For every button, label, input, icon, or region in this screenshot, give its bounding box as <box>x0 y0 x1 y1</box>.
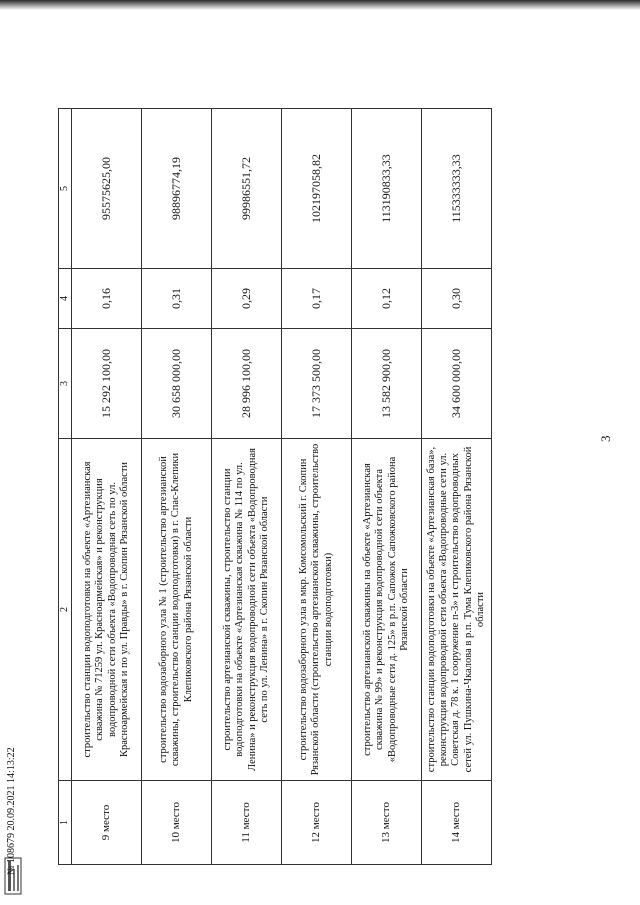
value-cell: 115333333,33 <box>422 109 492 269</box>
coef-cell: 0,16 <box>72 269 142 329</box>
cost-cell: 34 600 000,00 <box>422 329 492 439</box>
description-cell: строительство водозаборного узла № 1 (строительство артезианской скважины, строительство станции водоподготовки) в г. Спас-Клепики Клепиковского района Рязанской области <box>142 439 212 781</box>
place-cell: 11 место <box>212 781 282 865</box>
place-cell: 9 место <box>72 781 142 865</box>
column-header: 3 <box>59 329 72 439</box>
value-cell: 113190833,33 <box>352 109 422 269</box>
column-header: 1 <box>59 781 72 865</box>
cost-cell: 30 658 000,00 <box>142 329 212 439</box>
table-header-row <box>59 109 72 865</box>
place-cell: 14 место <box>422 781 492 865</box>
coef-cell: 0,30 <box>422 269 492 329</box>
coef-cell: 0,29 <box>212 269 282 329</box>
cost-cell: 28 996 100,00 <box>212 329 282 439</box>
description-cell: строительство артезианской скважины на объекте «Артезианская скважина № 99» и реконструкция водопроводной сети объекта «Водопроводные сети д. 125» в р.п. Сапожок Сапожковского района Рязанской области <box>352 439 422 781</box>
description-cell: строительство станции водоподготовки на объекте «Артезианская база», реконструкция водопроводной сети объекта «Водопроводные сети ул. Советская д. 78 к. 1 сооружение п-3» и строительство водопроводных сетей ул. Пушкина-Чкалова в р.п. Тума Клепиковского района Рязанской области <box>422 439 492 781</box>
column-header: 4 <box>59 269 72 329</box>
description-cell: строительство станции водоподготовки на объекте «Артезианская скважина № 71259 ул. Красноармейская» и реконструкция водопроводной сети объекта «Водопроводная сеть по ул. Красноармейская и по ул. Правды» в г. Скопин Рязанской области <box>72 439 142 781</box>
coef-cell: 0,17 <box>282 269 352 329</box>
place-cell: 12 место <box>282 781 352 865</box>
value-cell: 102197058,82 <box>282 109 352 269</box>
coef-cell: 0,31 <box>142 269 212 329</box>
value-cell: 95575625,00 <box>72 109 142 269</box>
description-cell: строительство артезианской скважины, строительство станции водоподготовки на объекте «Артезианская скважина № 114 по ул. Ленина» и реконструкция водопроводной сети объекта «Водопроводная сеть по ул. Ленина» в г. Скопин Рязанской области <box>212 439 282 781</box>
description-cell: строительство водозаборного узла в мкр. Комсомольский г. Скопин Рязанской области (строительство артезианской скважины, строительство станции водоподготовки) <box>282 439 352 781</box>
value-cell: 99986551,72 <box>212 109 282 269</box>
table-row <box>282 109 352 865</box>
table-row <box>72 109 142 865</box>
page-number: 3 <box>598 435 613 442</box>
value-cell: 98896774,19 <box>142 109 212 269</box>
place-cell: 13 место <box>352 781 422 865</box>
place-cell: 10 место <box>142 781 212 865</box>
cost-cell: 13 582 900,00 <box>352 329 422 439</box>
table-row <box>142 109 212 865</box>
table-row <box>422 109 492 865</box>
column-header: 2 <box>59 439 72 781</box>
coef-cell: 0,12 <box>352 269 422 329</box>
column-header: 5 <box>59 109 72 269</box>
table-row <box>212 109 282 865</box>
cost-cell: 17 373 500,00 <box>282 329 352 439</box>
document-footer: № 108679 20.09.2021 14:13:22 <box>6 747 17 875</box>
cost-cell: 15 292 100,00 <box>72 329 142 439</box>
table-row <box>352 109 422 865</box>
projects-table <box>58 108 492 865</box>
